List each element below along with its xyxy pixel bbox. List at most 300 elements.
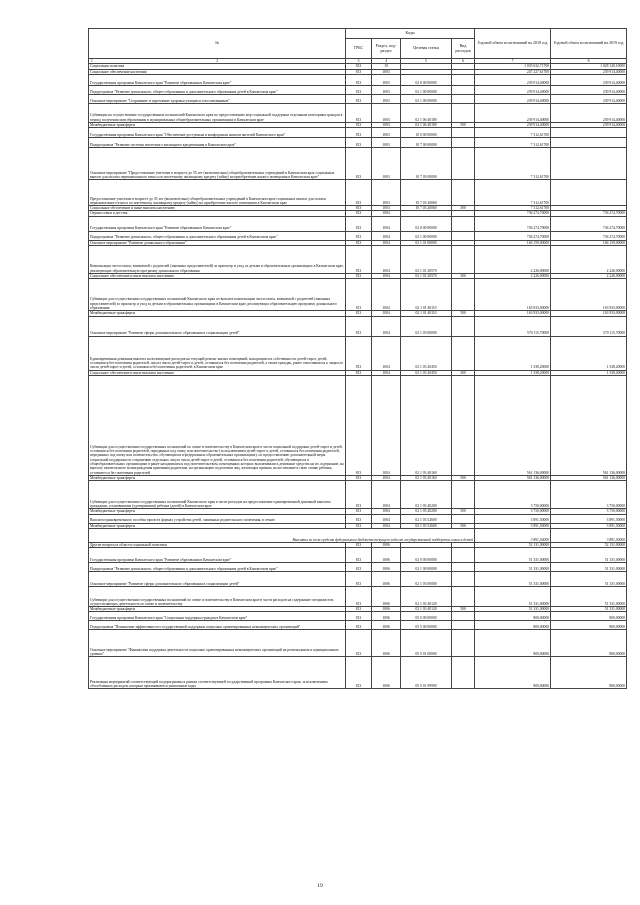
row-amount-2018: 736 274,70000: [475, 231, 551, 240]
row-target-article: 02 1 03 20450: [401, 370, 452, 375]
row-expense-type: [452, 103, 475, 122]
table-note-row: [89, 528, 627, 542]
table-row: [89, 514, 627, 523]
row-grbs: 813: [346, 630, 372, 657]
row-grbs: 813: [346, 103, 372, 122]
row-target-article: 02 1 03 40200: [401, 509, 452, 514]
row-grbs: 813: [346, 274, 372, 279]
row-razdel: 1004: [372, 240, 401, 245]
row-razdel: 1003: [372, 69, 401, 74]
row-expense-type: [452, 148, 475, 180]
row-target-article: 10 7 00 00000: [401, 138, 452, 148]
row-razdel: 1003: [372, 128, 401, 138]
table-row: [89, 103, 627, 122]
row-grbs: 813: [346, 548, 372, 563]
row-name: Единовременная денежная выплата на возмещение расходов на текущий ремонт жилых помещений, находящихся в собственности детей-сирот, детей, оставшихся без попечения родителей, лиц из числа детей-сирот и детей, оставшихся без попечения родителей, а также граждан, ранее относившихся к лицам из числа детей-сирот и детей, оставшихся без попечения родителей, в Камчатском крае: [89, 336, 346, 370]
row-amount-2018: 1 338,20000: [475, 370, 551, 375]
row-amount-2019: 239 914,40000: [551, 94, 627, 103]
row-amount-2019: 800,00000: [551, 630, 627, 657]
header-year-2018: Годовой объем ассигнований на 2018 год: [475, 29, 551, 59]
row-amount-2018: 800,00000: [475, 630, 551, 657]
row-name: Социальное обеспечение и иные выплаты населению: [89, 274, 346, 279]
row-amount-2019: 239 914,40000: [551, 74, 627, 85]
row-grbs: 813: [346, 370, 372, 375]
row-razdel: 1004: [372, 481, 401, 509]
row-target-article: 05 5 01 99990: [401, 657, 452, 689]
row-name: Основное мероприятие "Финансовая поддержка деятельности социально ориентированных некоммерческих организаций на региональном и муниципальном уровнях": [89, 630, 346, 657]
row-grbs: 813: [346, 514, 372, 523]
row-name: Субвенции для осуществления государственных полномочий Камчатского края в части расходов на предоставление единовременной денежной выплаты гражданам, усыновившим (удочерившим) ребенка (детей) в Камчатском крае: [89, 481, 346, 509]
row-target-article: 10 0 00 00000: [401, 128, 452, 138]
row-razdel: 1003: [372, 74, 401, 85]
row-razdel: 1006: [372, 612, 401, 621]
row-name: Предоставление учителям в возрасте до 35 лет (включительно) общеобразовательных учреждений в Камчатском крае социальных выплат для оплаты первоначального взноса по ипотечному жилищному кредиту (займу) на приобретение жилого помещения в Камчатском крае: [89, 180, 346, 206]
row-razdel: 1004: [372, 509, 401, 514]
row-amount-2019: 163 933,00000: [551, 311, 627, 316]
row-grbs: 813: [346, 607, 372, 612]
row-grbs: 813: [346, 481, 372, 509]
row-grbs: 813: [346, 509, 372, 514]
row-razdel: 1003: [372, 94, 401, 103]
row-target-article: 02 1 06 40180: [401, 122, 452, 127]
row-amount-2019: 2 226,00000: [551, 274, 627, 279]
row-amount-2018: 52 131,00000: [475, 542, 551, 547]
row-amount-2018: 239 914,40000: [475, 94, 551, 103]
row-name: Подпрограмма "Развитие дошкольного, общего образования и дополнительного образования детей в Камчатском крае": [89, 563, 346, 572]
row-target-article: 10 7 03 20060: [401, 180, 452, 206]
row-name: Межбюджетные трансферты: [89, 509, 346, 514]
row-amount-2018: 736 274,70000: [475, 216, 551, 231]
row-name: Основное мероприятие "Развитие дошкольного образования": [89, 240, 346, 245]
row-razdel: 1003: [372, 103, 401, 122]
row-expense-type: [452, 630, 475, 657]
row-razdel: 1004: [372, 216, 401, 231]
row-target-article: 02 0 00 00000: [401, 548, 452, 563]
row-amount-2019: 3 891,50000: [551, 514, 627, 523]
row-amount-2019: 51 331,00000: [551, 607, 627, 612]
row-target-article: 02 1 03 40160: [401, 375, 452, 475]
row-razdel: 1003: [372, 138, 401, 148]
row-grbs: 813: [346, 64, 372, 69]
row-amount-2019: 3 891,50000: [551, 523, 627, 528]
row-grbs: 813: [346, 657, 372, 689]
row-expense-type: [452, 316, 475, 336]
row-razdel: 1003: [372, 85, 401, 94]
note-text: Выплаты за счет средств федерального бюджета текущего года от государственной поддержки семьи и детей: [89, 528, 475, 542]
row-target-article: 02 1 03 40120: [401, 587, 452, 607]
header-grbs: ГРБС: [346, 39, 372, 59]
row-name: Межбюджетные трансферты: [89, 523, 346, 528]
row-target-article: 05 0 00 00000: [401, 612, 452, 621]
row-amount-2019: 3 750,00000: [551, 481, 627, 509]
row-amount-2018: 166 159,00000: [475, 240, 551, 245]
column-index-cell: [89, 59, 346, 64]
row-grbs: 813: [346, 138, 372, 148]
row-amount-2018: 561 136,00000: [475, 475, 551, 480]
row-target-article: 02 1 03 40160: [401, 475, 452, 480]
row-amount-2018: 2 226,00000: [475, 274, 551, 279]
row-name: Основное мероприятие "Предоставление учителям в возрасте до 35 лет (включительно) общеобразовательных учреждений в Камчатском крае социальных выплат для оплаты первоначального взноса по ипотечному жилищному кредиту (займу) на приобретение жилого помещения в Камчатском крае": [89, 148, 346, 180]
row-target-article: 02 1 03 52600: [401, 514, 452, 523]
row-grbs: 813: [346, 572, 372, 587]
row-razdel: 1006: [372, 630, 401, 657]
table-row: [89, 246, 627, 274]
row-razdel: 1004: [372, 375, 401, 475]
row-expense-type: [452, 279, 475, 311]
column-index-cell: 6: [452, 59, 475, 64]
row-grbs: 813: [346, 74, 372, 85]
row-amount-2019: 800,00000: [551, 612, 627, 621]
row-razdel: 1004: [372, 316, 401, 336]
row-amount-2018: 163 933,00000: [475, 279, 551, 311]
table-row: [89, 481, 627, 509]
row-razdel: 1006: [372, 542, 401, 547]
row-amount-2018: 3 891,50000: [475, 523, 551, 528]
row-amount-2018: 2 226,00000: [475, 246, 551, 274]
row-razdel: 1003: [372, 148, 401, 180]
table-row: [89, 572, 627, 587]
row-grbs: 813: [346, 612, 372, 621]
row-name: Основное мероприятие "Развитие сферы дополнительного образования в социализации детей": [89, 572, 346, 587]
table-row: [89, 180, 627, 206]
table-row: [89, 206, 627, 211]
row-amount-2018: 570 115,70000: [475, 316, 551, 336]
row-razdel: 1004: [372, 370, 401, 375]
row-name: Межбюджетные трансферты: [89, 607, 346, 612]
row-amount-2019: 166 159,00000: [551, 240, 627, 245]
table-row: [89, 148, 627, 180]
header-csr: Целевая статья: [401, 39, 452, 59]
table-row: [89, 587, 627, 607]
row-razdel: 1004: [372, 336, 401, 370]
row-amount-2019: 736 274,70000: [551, 216, 627, 231]
row-amount-2019: 1 028 120,10000: [551, 64, 627, 69]
row-amount-2019: 1 338,20000: [551, 370, 627, 375]
row-expense-type: [452, 85, 475, 94]
row-amount-2019: [551, 148, 627, 180]
row-expense-type: 300: [452, 206, 475, 211]
row-target-article: 02 1 00 00000: [401, 563, 452, 572]
row-name: Социальная политика: [89, 64, 346, 69]
row-expense-type: [452, 587, 475, 607]
table-row: [89, 138, 627, 148]
row-amount-2019: 52 131,00000: [551, 542, 627, 547]
row-name: Субвенции для осуществления государственных полномочий по опеке и попечительству в Камчатском крае в части социальной поддержки детей-сирот и детей, оставшихся без попечения родителей, переданных под опеку или попечительство (за исключением детей-сирот и детей, оставшихся без попечения родителей, переданных под опеку или попечительство, обучающихся в федеральных образовательных организациях), по предоставлению дополнительной меры социальной поддержки по сохранению отдельных лиц из числа детей-сирот и детей, оставшихся без попечения родителей, обучающихся в общеобразовательных организациях в ранее находившихся под попечительством, помещенных которых выплачивались денежные средства на их содержание, на выплату ежемесячного вознаграждения приемным родителям, на организацию подготовки лиц, желающих принять на воспитание в свою семью ребенка, оставшегося без попечения родителей: [89, 375, 346, 475]
row-amount-2019: 51 331,00000: [551, 572, 627, 587]
row-razdel: 1006: [372, 607, 401, 612]
row-amount-2018: 1 338,20000: [475, 336, 551, 370]
row-razdel: 1004: [372, 523, 401, 528]
row-razdel: 1006: [372, 563, 401, 572]
row-amount-2019: 51 331,00000: [551, 587, 627, 607]
row-amount-2018: 163 933,00000: [475, 311, 551, 316]
table-row: [89, 621, 627, 630]
row-expense-type: [452, 572, 475, 587]
row-expense-type: [452, 180, 475, 206]
row-name: Субвенции для осуществления государственных полномочий по опеке и попечительству в Камчатском крае в части расходов на содержание специалистов, осуществляющих деятельность по опеке и попечительству: [89, 587, 346, 607]
row-name: Государственная программа Камчатского края "Развитие образования в Камчатском крае": [89, 74, 346, 85]
row-grbs: 813: [346, 563, 372, 572]
row-target-article: 02 0 00 00000: [401, 74, 452, 85]
row-expense-type: [452, 563, 475, 572]
note-amount: 3 891,50000: [551, 528, 627, 542]
page-number: 19: [317, 883, 323, 889]
table-row: [89, 216, 627, 231]
row-expense-type: [452, 481, 475, 509]
column-index-cell: 4: [372, 59, 401, 64]
column-index-cell: 7: [475, 59, 551, 64]
table-row: [89, 74, 627, 85]
row-name: Межбюджетные трансферты: [89, 311, 346, 316]
row-amount-2018: 51 331,00000: [475, 587, 551, 607]
table-row: [89, 336, 627, 370]
row-name: Основное мероприятие "Развитие сферы дополнительного образования в социализации детей": [89, 316, 346, 336]
row-amount-2018: 51 331,00000: [475, 563, 551, 572]
row-grbs: 813: [346, 336, 372, 370]
row-razdel: 1003: [372, 180, 401, 206]
column-index-cell: 8: [551, 59, 627, 64]
row-name: Компенсация части платы, взимаемой с родителей (законных представителей) за присмотр и уход за детьми в образовательных организациях в Камчатском крае, реализующих образовательную программу дошкольного образования: [89, 246, 346, 274]
table-row: [89, 85, 627, 94]
row-target-article: 10 7 03 20060: [401, 206, 452, 211]
row-target-article: 02 0 00 00000: [401, 216, 452, 231]
row-grbs: 813: [346, 94, 372, 103]
row-razdel: 1004: [372, 311, 401, 316]
row-razdel: 1004: [372, 475, 401, 480]
row-expense-type: [452, 336, 475, 370]
row-name: Государственная программа Камчатского края "Развитие образования в Камчатском крае": [89, 216, 346, 231]
table-row: [89, 370, 627, 375]
row-amount-2018: 51 331,00000: [475, 548, 551, 563]
row-amount-2018: 239 914,40000: [475, 85, 551, 94]
row-expense-type: 500: [452, 311, 475, 316]
row-expense-type: [452, 231, 475, 240]
row-target-article: 02 1 06 40180: [401, 103, 452, 122]
row-target-article: 02 1 03 00000: [401, 572, 452, 587]
table-row: [89, 274, 627, 279]
row-amount-2018: 7 312,61700: [475, 128, 551, 138]
row-amount-2019: 163 933,00000: [551, 279, 627, 311]
row-amount-2018: 800,00000: [475, 612, 551, 621]
row-expense-type: 500: [452, 475, 475, 480]
row-target-article: 02 1 01 00000: [401, 240, 452, 245]
row-expense-type: 500: [452, 509, 475, 514]
row-grbs: 813: [346, 475, 372, 480]
row-razdel: 1006: [372, 621, 401, 630]
row-amount-2018: 800,00000: [475, 657, 551, 689]
row-expense-type: [452, 621, 475, 630]
header-vr: Вид расходов: [452, 39, 475, 59]
row-grbs: 813: [346, 375, 372, 475]
row-expense-type: [452, 657, 475, 689]
row-razdel: 1006: [372, 587, 401, 607]
row-target-article: 02 1 06 00000: [401, 94, 452, 103]
table-row: [89, 612, 627, 621]
row-grbs: 813: [346, 231, 372, 240]
table-row: [89, 630, 627, 657]
row-amount-2019: 800,00000: [551, 657, 627, 689]
table-row: [89, 657, 627, 689]
row-amount-2019: 2 226,00000: [551, 246, 627, 274]
row-amount-2019: 51 331,00000: [551, 563, 627, 572]
row-name: Подпрограмма "Развитие системы ипотечного жилищного кредитования в Камчатском крае": [89, 138, 346, 148]
row-amount-2018: 239 914,40000: [475, 74, 551, 85]
row-grbs: 813: [346, 216, 372, 231]
row-name: Государственная программа Камчатского края "Обеспечение доступным и комфортным жильем жителей Камчатского края": [89, 128, 346, 138]
row-grbs: 813: [346, 69, 372, 74]
row-amount-2019: [551, 128, 627, 138]
row-amount-2018: 51 331,00000: [475, 607, 551, 612]
row-expense-type: 300: [452, 274, 475, 279]
row-amount-2018: 7 312,61700: [475, 206, 551, 211]
table-row: [89, 231, 627, 240]
note-amount: 3 891,50000: [475, 528, 551, 542]
row-amount-2018: 3 891,50000: [475, 514, 551, 523]
row-name: Государственная программа Камчатского края "Развитие образования в Камчатском крае": [89, 548, 346, 563]
row-amount-2018: 3 750,00000: [475, 481, 551, 509]
row-amount-2019: 570 115,70000: [551, 316, 627, 336]
row-amount-2018: 247 227,61700: [475, 69, 551, 74]
table-row: [89, 316, 627, 336]
row-target-article: 02 1 03 00000: [401, 316, 452, 336]
row-name: Реализация мероприятий соответствующей подпрограммы в рамках соответствующей государственной программы Камчатского края, за исключением обособленных расходов, которым присваиваются уникальные коды: [89, 657, 346, 689]
row-grbs: 813: [346, 587, 372, 607]
row-razdel: 1003: [372, 122, 401, 127]
header-year-2019: Годовой объем ассигнований на 2019 год: [551, 29, 627, 59]
row-expense-type: 300: [452, 370, 475, 375]
row-expense-type: 500: [452, 122, 475, 127]
row-razdel: 1004: [372, 274, 401, 279]
row-target-article: 05 5 00 00000: [401, 621, 452, 630]
row-name: Подпрограмма "Развитие дошкольного, общего образования и дополнительного образования детей в Камчатском крае": [89, 85, 346, 94]
row-target-article: 02 1 03 52600: [401, 523, 452, 528]
row-grbs: 813: [346, 311, 372, 316]
row-name: Социальные обеспечение и иные выплаты населению: [89, 206, 346, 211]
row-amount-2019: 1 338,20000: [551, 336, 627, 370]
header-codes: Коды: [346, 29, 475, 39]
row-name: Государственная программа Камчатского края "Социальная поддержка граждан в Камчатском крае": [89, 612, 346, 621]
row-grbs: 813: [346, 279, 372, 311]
row-expense-type: [452, 128, 475, 138]
row-razdel: 1004: [372, 514, 401, 523]
table-row: [89, 240, 627, 245]
row-name: Социальное обеспечение населения: [89, 69, 346, 74]
row-amount-2019: 561 136,00000: [551, 475, 627, 480]
row-grbs: 813: [346, 85, 372, 94]
row-target-article: 02 1 03 40200: [401, 481, 452, 509]
row-expense-type: [452, 375, 475, 475]
row-expense-type: 500: [452, 607, 475, 612]
row-amount-2019: 736 274,70000: [551, 211, 627, 216]
row-amount-2018: 7 312,61700: [475, 138, 551, 148]
table-body: [89, 64, 627, 689]
row-expense-type: 500: [452, 523, 475, 528]
row-amount-2019: 51 331,00000: [551, 548, 627, 563]
row-target-article: 05 5 01 00000: [401, 630, 452, 657]
row-razdel: 1004: [372, 279, 401, 311]
row-amount-2019: [551, 138, 627, 148]
row-amount-2018: 7 312,61700: [475, 180, 551, 206]
row-name: Выплата единовременного пособия при всех формах устройства детей, лишенных родительского попечения, в семью: [89, 514, 346, 523]
row-amount-2018: 239 914,40000: [475, 103, 551, 122]
row-grbs: 813: [346, 240, 372, 245]
row-name: Межбюджетные трансферты: [89, 122, 346, 127]
row-razdel: 1006: [372, 548, 401, 563]
row-grbs: 813: [346, 246, 372, 274]
row-amount-2019: 561 136,00000: [551, 375, 627, 475]
row-amount-2019: 239 914,40000: [551, 69, 627, 74]
row-target-article: 02 1 01 40110: [401, 279, 452, 311]
header-num: №: [89, 29, 346, 59]
row-target-article: 02 1 01 20570: [401, 274, 452, 279]
column-index-label: 2: [216, 59, 218, 63]
row-razdel: 1006: [372, 657, 401, 689]
row-name: Субвенции на осуществление государственных полномочий Камчатского края по предоставлению мер социальной поддержки отдельным категориям граждан в период получения ими образования в муниципальных общеобразовательных организациях в Камчатском крае: [89, 103, 346, 122]
row-razdel: 1003: [372, 206, 401, 211]
row-name: Субвенции для осуществления государственных полномочий Камчатского края по выплате компенсации части платы, взимаемой с родителей (законных представителей) за присмотр и уход за детьми в образовательных организациях в Камчатском крае, реализующих образовательную программу дошкольного образования: [89, 279, 346, 311]
row-grbs: 813: [346, 148, 372, 180]
row-grbs: 813: [346, 316, 372, 336]
row-name: Подпрограмма "Повышение эффективности государственной поддержки социально ориентированных некоммерческих организаций": [89, 621, 346, 630]
row-amount-2018: 1 035 632,71700: [475, 64, 551, 69]
row-expense-type: [452, 514, 475, 523]
column-index-cell: 5: [401, 59, 452, 64]
row-name: Охрана семьи и детства: [89, 211, 346, 216]
row-amount-2019: 239 914,40000: [551, 122, 627, 127]
row-amount-2018: 51 331,00000: [475, 572, 551, 587]
header-razdel: Раздел, под-раздел: [372, 39, 401, 59]
column-index-label: 1: [91, 59, 93, 63]
row-amount-2018: 800,00000: [475, 621, 551, 630]
table-row: [89, 128, 627, 138]
row-grbs: 813: [346, 621, 372, 630]
row-grbs: 813: [346, 128, 372, 138]
row-grbs: 813: [346, 122, 372, 127]
row-amount-2019: 736 274,70000: [551, 231, 627, 240]
row-razdel: 1004: [372, 246, 401, 274]
row-grbs: 813: [346, 542, 372, 547]
row-expense-type: [452, 74, 475, 85]
row-target-article: 02 1 01 40110: [401, 311, 452, 316]
row-amount-2019: [551, 180, 627, 206]
row-name: Социальное обеспечение и иные выплаты населению: [89, 370, 346, 375]
row-amount-2019: 239 914,40000: [551, 85, 627, 94]
row-amount-2018: 7 312,61700: [475, 148, 551, 180]
table-row: [89, 563, 627, 572]
row-expense-type: [452, 612, 475, 621]
row-amount-2019: 239 914,40000: [551, 103, 627, 122]
row-grbs: 813: [346, 523, 372, 528]
table-row: [89, 279, 627, 311]
table-row: [89, 375, 627, 475]
row-name: Другие вопросы в области социальной политики: [89, 542, 346, 547]
row-expense-type: [452, 216, 475, 231]
row-amount-2018: 561 136,00000: [475, 375, 551, 475]
row-name: Межбюджетные трансферты: [89, 475, 346, 480]
table-row: [89, 548, 627, 563]
row-target-article: 02 1 01 20570: [401, 246, 452, 274]
row-razdel: 10: [372, 64, 401, 69]
row-expense-type: [452, 94, 475, 103]
row-target-article: 02 1 03 20450: [401, 336, 452, 370]
row-name: Подпрограмма "Развитие дошкольного, общего образования и дополнительного образования детей в Камчатском крае": [89, 231, 346, 240]
table-row: [89, 94, 627, 103]
column-index-cell: 3: [346, 59, 372, 64]
row-amount-2018: 239 914,40000: [475, 122, 551, 127]
row-name: Основное мероприятие "Сохранение и укрепление здоровья учащихся и воспитанников": [89, 94, 346, 103]
row-amount-2019: 800,00000: [551, 621, 627, 630]
row-expense-type: [452, 548, 475, 563]
